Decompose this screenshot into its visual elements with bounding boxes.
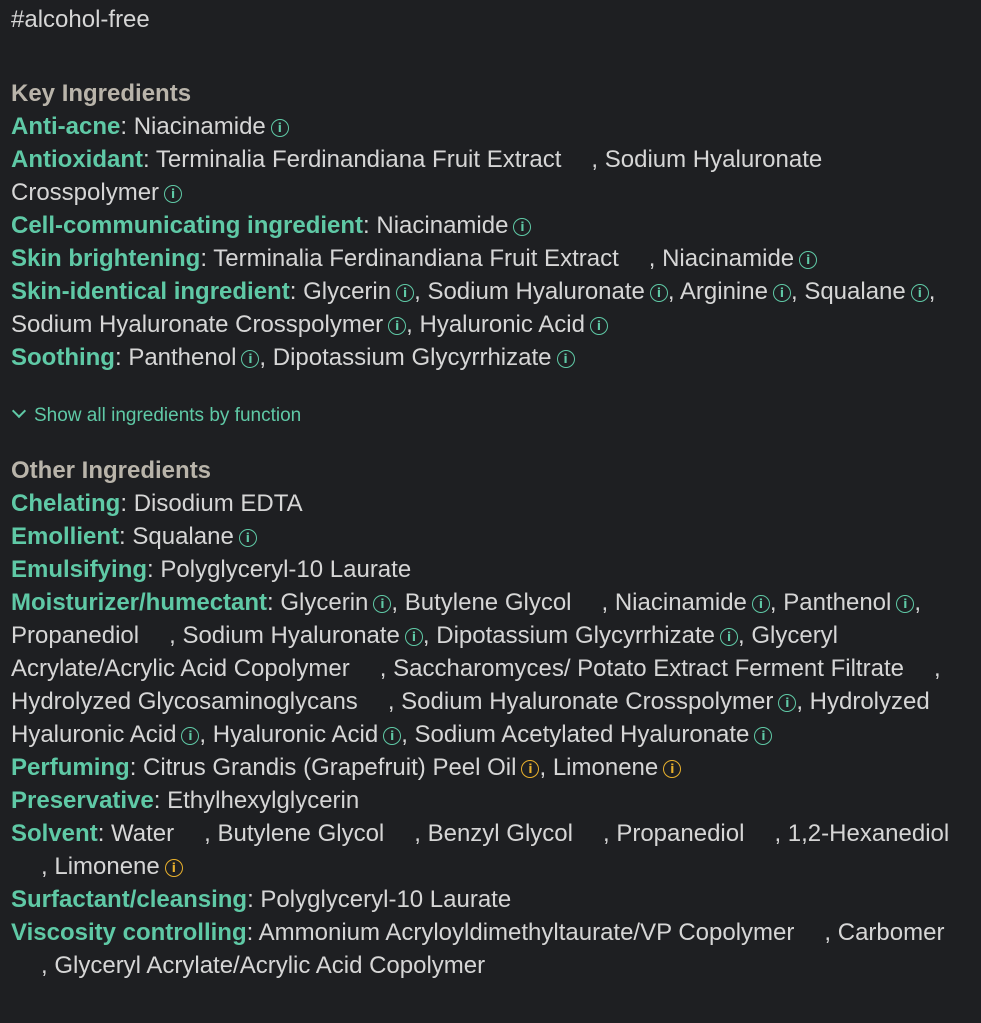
ingredient-link[interactable]: Panthenol: [128, 344, 237, 371]
info-icon[interactable]: i: [164, 185, 182, 203]
function-label[interactable]: Surfactant/cleansing: [11, 886, 248, 913]
info-icon[interactable]: i: [396, 284, 414, 302]
function-label[interactable]: Emulsifying: [11, 556, 148, 583]
function-row-surfactant-cleansing: Surfactant/cleansing: Polyglyceryl-10 Laurate: [11, 886, 512, 913]
ingredient-link[interactable]: Saccharomyces/ Potato Extract Ferment Filtrate: [393, 655, 904, 682]
info-icon[interactable]: i: [513, 218, 531, 236]
key-ingredients-section: [11, 77, 971, 374]
info-icon[interactable]: i: [373, 595, 391, 613]
ingredient-link[interactable]: Sodium Hyaluronate: [182, 622, 400, 649]
ingredient-link[interactable]: Niacinamide: [376, 212, 509, 239]
ingredient-link[interactable]: Benzyl Glycol: [427, 820, 573, 847]
function-row-preservative: Preservative: Ethylhexylglycerin: [11, 787, 360, 814]
alcohol-free-tag[interactable]: #alcohol-free: [11, 6, 150, 33]
other-ingredients-section: [11, 454, 971, 982]
ingredient-link[interactable]: Dipotassium Glycyrrhizate: [272, 344, 552, 371]
ingredient-link[interactable]: Disodium EDTA: [133, 490, 303, 517]
ingredient-link[interactable]: Limonene: [54, 853, 160, 880]
ingredient-link[interactable]: Polyglyceryl-10 Laurate: [160, 556, 412, 583]
ingredient-link[interactable]: Sodium Acetylated Hyaluronate: [414, 721, 750, 748]
ingredient-link[interactable]: Limonene: [552, 754, 659, 781]
ingredient-link[interactable]: Squalane: [804, 278, 906, 305]
ingredient-link[interactable]: Glycerin: [303, 278, 392, 305]
ingredient-link[interactable]: Propanediol: [11, 622, 140, 649]
info-icon[interactable]: i: [650, 284, 668, 302]
function-row-antioxidant: Antioxidant: Terminalia Ferdinandiana Fruit Extract , Sodium Hyaluronate Crosspolymer i: [11, 146, 823, 206]
function-label[interactable]: Perfuming: [11, 754, 130, 781]
function-label[interactable]: Soothing: [11, 344, 115, 371]
ingredient-link[interactable]: Terminalia Ferdinandiana Fruit Extract: [155, 146, 562, 173]
function-label[interactable]: Emollient: [11, 523, 120, 550]
info-icon[interactable]: i: [773, 284, 791, 302]
function-row-cell-communicating-ingredient: Cell-communicating ingredient: Niacinamide i: [11, 209, 971, 242]
ingredient-link[interactable]: Terminalia Ferdinandiana Fruit Extract: [213, 245, 619, 272]
function-label[interactable]: Antioxidant: [11, 146, 143, 173]
key-ingredients-list: [11, 110, 971, 374]
info-icon[interactable]: i: [239, 529, 257, 547]
ingredient-link[interactable]: Butylene Glycol: [404, 589, 572, 616]
ingredient-link[interactable]: Polyglyceryl-10 Laurate: [260, 886, 512, 913]
ingredient-link[interactable]: Hyaluronic Acid: [419, 311, 585, 338]
other-ingredients-heading: Other Ingredients: [11, 457, 212, 484]
ingredient-link[interactable]: Panthenol: [783, 589, 892, 616]
info-icon[interactable]: i: [799, 251, 817, 269]
function-row-skin-identical-ingredient: Skin-identical ingredient: Glycerin i , Sodium Hyaluronate i , Arginine i , Squalane i , Sodium Hyaluronate Crosspolymer i , Hyaluronic Acid i: [11, 278, 936, 338]
show-all-ingredients-toggle[interactable]: [11, 402, 301, 430]
ingredient-link[interactable]: Glyceryl Acrylate/Acrylic Acid Copolymer: [11, 622, 839, 682]
function-label[interactable]: Skin-identical ingredient: [11, 278, 290, 305]
key-ingredients-heading: Key Ingredients: [11, 80, 192, 107]
toggle-label: Show all ingredients by function: [34, 405, 302, 426]
function-label[interactable]: Solvent: [11, 820, 98, 847]
warning-info-icon[interactable]: i: [521, 760, 539, 778]
ingredient-link[interactable]: Niacinamide: [662, 245, 795, 272]
warning-info-icon[interactable]: i: [165, 859, 183, 877]
function-row-soothing: Soothing: Panthenol i , Dipotassium Glycyrrhizate i: [11, 341, 971, 374]
chevron-down-icon: [12, 404, 26, 418]
ingredient-link[interactable]: Glycerin: [280, 589, 369, 616]
ingredient-link[interactable]: Carbomer: [837, 919, 945, 946]
function-row-solvent: Solvent: Water , Butylene Glycol , Benzyl Glycol , Propanediol , 1,2-Hexanediol, Limonene i: [11, 820, 950, 880]
function-label[interactable]: Moisturizer/humectant: [11, 589, 268, 616]
function-label[interactable]: Viscosity controlling: [11, 919, 247, 946]
function-row-anti-acne: Anti-acne: Niacinamide i: [11, 110, 971, 143]
ingredient-link[interactable]: Niacinamide: [133, 113, 266, 140]
ingredient-link[interactable]: Dipotassium Glycyrrhizate: [436, 622, 715, 649]
ingredient-link[interactable]: Sodium Hyaluronate Crosspolymer: [11, 146, 823, 206]
info-icon[interactable]: i: [405, 628, 423, 646]
ingredient-link[interactable]: Arginine: [679, 278, 768, 305]
ingredient-link[interactable]: Propanediol: [616, 820, 745, 847]
other-ingredients-list: [11, 487, 971, 982]
info-icon[interactable]: i: [754, 727, 772, 745]
ingredient-link[interactable]: Citrus Grandis (Grapefruit) Peel Oil: [143, 754, 517, 781]
info-icon[interactable]: i: [181, 727, 199, 745]
info-icon[interactable]: i: [752, 595, 770, 613]
ingredient-link[interactable]: Hydrolyzed Hyaluronic Acid: [11, 688, 930, 748]
ingredient-link[interactable]: Niacinamide: [614, 589, 747, 616]
info-icon[interactable]: i: [383, 727, 401, 745]
info-icon[interactable]: i: [388, 317, 406, 335]
function-label[interactable]: Anti-acne: [11, 113, 121, 140]
ingredient-link[interactable]: 1,2-Hexanediol: [787, 820, 950, 847]
info-icon[interactable]: i: [720, 628, 738, 646]
ingredient-link[interactable]: Ethylhexylglycerin: [167, 787, 360, 814]
ingredient-link[interactable]: Sodium Hyaluronate Crosspolymer: [401, 688, 774, 715]
function-label[interactable]: Preservative: [11, 787, 154, 814]
ingredient-link[interactable]: Sodium Hyaluronate Crosspolymer: [11, 311, 384, 338]
function-row-viscosity-controlling: Viscosity controlling: Ammonium Acryloyldimethyltaurate/VP Copolymer , Carbomer, Glyceryl Acrylate/Acrylic Acid Copolymer: [11, 919, 945, 979]
function-label[interactable]: Chelating: [11, 490, 121, 517]
ingredient-link[interactable]: Sodium Hyaluronate: [427, 278, 645, 305]
function-row-perfuming: Perfuming: Citrus Grandis (Grapefruit) Peel Oil i , Limonene i: [11, 751, 971, 784]
info-icon[interactable]: i: [271, 119, 289, 137]
function-row-emulsifying: Emulsifying: Polyglyceryl-10 Laurate: [11, 556, 412, 583]
function-label[interactable]: Skin brightening: [11, 245, 201, 272]
info-icon[interactable]: i: [896, 595, 914, 613]
ingredient-link[interactable]: Hydrolyzed Glycosaminoglycans: [11, 688, 358, 715]
info-icon[interactable]: i: [590, 317, 608, 335]
ingredient-link[interactable]: Water: [111, 820, 175, 847]
info-icon[interactable]: i: [557, 350, 575, 368]
ingredient-link[interactable]: Squalane: [132, 523, 234, 550]
info-icon[interactable]: i: [911, 284, 929, 302]
function-label[interactable]: Cell-communicating ingredient: [11, 212, 364, 239]
ingredient-link[interactable]: Butylene Glycol: [217, 820, 385, 847]
function-row-emollient: Emollient: Squalane i: [11, 520, 971, 553]
ingredient-link[interactable]: Ammonium Acryloyldimethyltaurate/VP Copolymer: [258, 919, 795, 946]
ingredient-link[interactable]: Glyceryl Acrylate/Acrylic Acid Copolymer: [54, 952, 486, 979]
ingredient-link[interactable]: Hyaluronic Acid: [212, 721, 379, 748]
function-row-moisturizer-humectant: Moisturizer/humectant: Glycerin i , Butylene Glycol , Niacinamide i , Panthenol i , Propanediol , Sodium Hyaluronate i , Dipotassium Glycyrrhizate i , Glyceryl Acrylate/Acrylic Acid Copolymer , Saccharomyces/ Potato Extract Ferment Filtrate , Hydrolyzed Glycosaminoglycans , Sodium Hyaluronate Crosspolymer i , Hydrolyzed Hyaluronic Acid i , Hyaluronic Acid i , Sodium Acetylated Hyaluronate i: [11, 589, 941, 748]
function-row-chelating: Chelating: Disodium EDTA: [11, 490, 303, 517]
function-row-skin-brightening: Skin brightening: Terminalia Ferdinandiana Fruit Extract , Niacinamide i: [11, 242, 971, 275]
info-icon[interactable]: i: [241, 350, 259, 368]
warning-info-icon[interactable]: i: [663, 760, 681, 778]
info-icon[interactable]: i: [778, 694, 796, 712]
